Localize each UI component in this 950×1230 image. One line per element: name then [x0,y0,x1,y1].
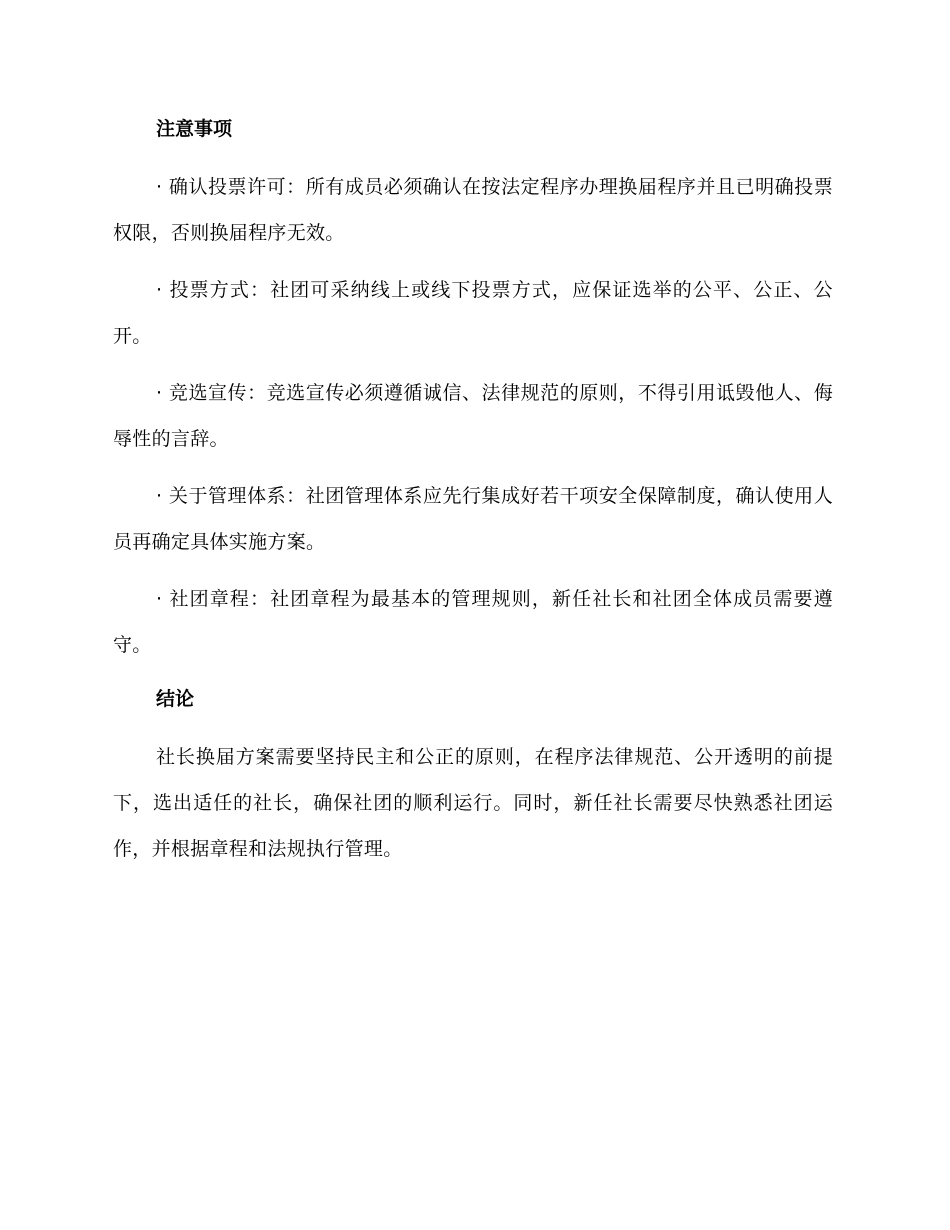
notes-item-club-charter: · 社团章程：社团章程为最基本的管理规则，新任社长和社团全体成员需要遵守。 [113,588,833,656]
notes-item-voting-permission: · 确认投票许可：所有成员必须确认在按法定程序办理换届程序并且已明确投票权限，否则换届程序无效。 [113,176,833,244]
document-body [113,107,833,883]
notes-heading: 注意事项 [156,118,233,140]
conclusion-paragraph: 社长换届方案需要坚持民主和公正的原则，在程序法律规范、公开透明的前提下，选出适任的社长，确保社团的顺利运行。同时，新任社长需要尽快熟悉社团运作，并根据章程和法规执行管理。 [113,746,833,860]
notes-item-management-system: · 关于管理体系：社团管理体系应先行集成好若干项安全保障制度，确认使用人员再确定具体实施方案。 [113,485,833,553]
notes-item-campaign-publicity: · 竞选宣传：竞选宣传必须遵循诚信、法律规范的原则，不得引用诋毁他人、侮辱性的言辞。 [113,382,833,450]
notes-item-voting-method: · 投票方式：社团可采纳线上或线下投票方式，应保证选举的公平、公正、公开。 [113,279,833,347]
conclusion-heading: 结论 [156,688,195,710]
